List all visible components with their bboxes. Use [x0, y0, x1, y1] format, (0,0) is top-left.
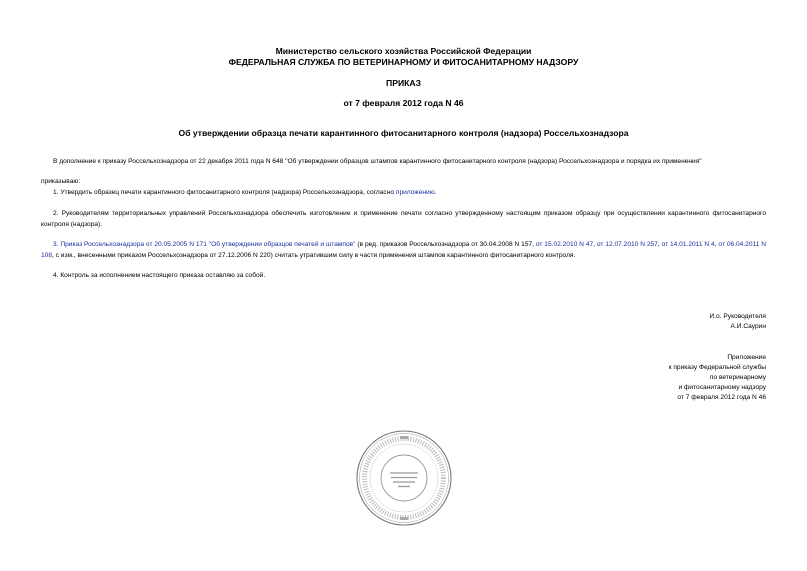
order-257-link[interactable]: от 12.07.2010 N 257	[596, 241, 658, 248]
order-171-link[interactable]: 3. Приказ Россельхознадзора от 20.05.2005 N 171 "Об утверждении образцов печатей и штампов"	[53, 241, 356, 248]
item-3-sep-1: ,	[593, 241, 597, 248]
document-date-number: от 7 февраля 2012 года N 46	[343, 98, 464, 108]
appendix-line-4: и фитосанитарному надзору	[678, 384, 766, 391]
appendix-line-2: к приказу Федеральной службы	[668, 364, 766, 371]
item-3-text-1: (в ред. приказов Россельхознадзора от 30.04.2008 N 157,	[355, 241, 536, 248]
item-1-end: .	[434, 189, 437, 196]
signature-block	[709, 312, 766, 332]
order-4-link[interactable]: от 14.01.2011 N 4	[661, 241, 715, 248]
order-word: приказываю:	[41, 178, 81, 185]
signature-name: А.И.Саурин	[730, 323, 766, 330]
appendix-line-3: по ветеринарному	[709, 374, 766, 381]
ministry-name: Министерство сельского хозяйства Российской Федерации	[275, 46, 532, 56]
document-title: Об утверждении образца печати карантинного фитосанитарного контроля (надзора) Россельхознадзора	[178, 128, 629, 138]
order-47-link[interactable]: от 15.02.2010 N 47	[535, 241, 594, 248]
item-3	[41, 240, 766, 261]
appendix-line-1: Приложение	[727, 354, 766, 361]
item-2: 2. Руководителям территориальных управлений Россельхознадзора обеспечить изготовление и применение печати согласно утвержденному настоящим приказом образцу при осуществлении карантинного фитосанитарного контроля (надзора).	[41, 210, 766, 228]
item-3-sep-3: ,	[714, 241, 719, 248]
intro-paragraph: В дополнение к приказу Россельхознадзора от 22 декабря 2011 года N 648 "Об утверждении образцов штампов карантинного фитосанитарного контроля (надзора) Россельхознадзора и порядка их применения"	[53, 158, 702, 165]
service-name: ФЕДЕРАЛЬНАЯ СЛУЖБА ПО ВЕТЕРИНАРНОМУ И ФИТОСАНИТАРНОМУ НАДЗОРУ	[228, 57, 579, 67]
item-4: 4. Контроль за исполнением настоящего приказа оставляю за собой.	[53, 272, 266, 279]
order-108-link[interactable]: от 06.04.2011 N 108	[41, 241, 767, 259]
signature-position: И.о. Руководителя	[709, 313, 766, 320]
seal-image	[354, 428, 454, 528]
item-3-text-2: , с изм., внесенными приказом Россельхознадзора от 27.12.2006 N 220) считать утратившим силу в части применения штампов карантинного фитосанитарного контроля.	[52, 251, 576, 259]
item-3-sep-2: ,	[657, 241, 662, 248]
appendix-link[interactable]: приложению	[395, 189, 435, 196]
item-1	[41, 188, 766, 199]
document-type: ПРИКАЗ	[386, 78, 421, 88]
item-1-text: 1. Утвердить образец печати карантинного фитосанитарного контроля (надзора) Россельхознадзора, согласно	[53, 189, 396, 196]
appendix-line-5: от 7 февраля 2012 года N 46	[677, 394, 766, 401]
appendix-block	[669, 353, 766, 403]
